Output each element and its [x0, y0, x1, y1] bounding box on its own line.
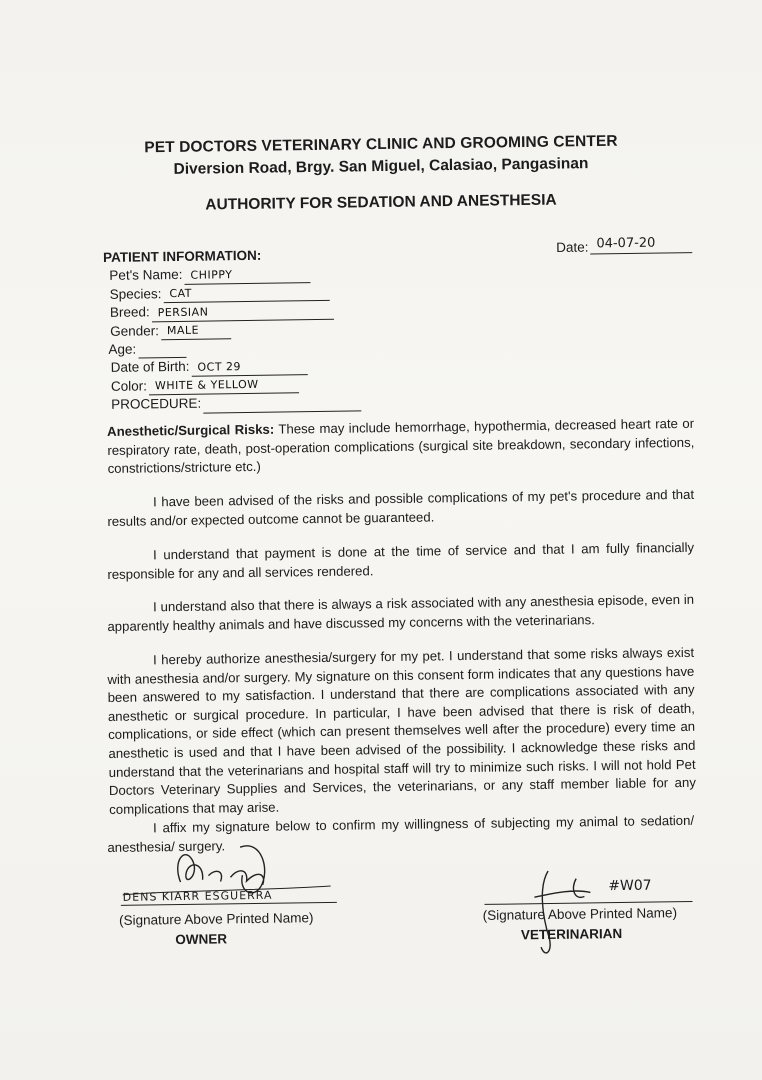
vet-license-note: #W07	[608, 877, 652, 895]
owner-printed-name: DENS KIARR ESGUERRA	[122, 888, 273, 904]
form-title: AUTHORITY FOR SEDATION AND ANESTHESIA	[205, 191, 557, 214]
species-row	[104, 282, 360, 304]
paragraph-authorization: I hereby authorize anesthesia/surgery for my pet. I understand that some risks always exist with anesthesia and/or surgery. My signature on this consent form indicates that any questions have been answered to my satisfaction. I understand that there are complications associated with any anesthetic or surgical procedure. In particular, I have been advised that there is risk of death, complications, or side effect (which can present themselves well after the procedure) every time an anesthetic is used and that I have been advised of the possibility. I acknowledge these risks and understand that the veterinarians and hospital staff will try to minimize such risks. I will not hold Pet Doctors Veterinary Supplies and Services, the veterinarians, or any staff member liable for any complications that may arise.	[107, 644, 696, 817]
paragraph-payment: I understand that payment is done at the time of service and that I am fully financially responsible for any and all services rendered.	[107, 539, 695, 582]
age-value	[138, 341, 186, 359]
procedure-label: PROCEDURE:	[111, 395, 202, 413]
paragraph-risk-awareness: I understand also that there is always a risk associated with any anesthesia episode, even in apparently healthy animals and have discussed my concerns with the veterinarians.	[107, 591, 695, 634]
age-label: Age:	[108, 341, 137, 357]
date-field	[556, 234, 693, 255]
vet-role: VETERINARIAN	[520, 925, 623, 943]
risks-text: These may include hemorrhage, hypothermia, decreased heart rate or respiratory rate, death, post-operation complications (surgical site breakdown, secondary infections, constrictions/stricture etc.)	[107, 415, 695, 477]
risks-paragraph	[107, 415, 695, 479]
patient-info-heading: PATIENT INFORMATION:	[103, 247, 262, 265]
payment-paragraph	[107, 539, 694, 584]
clinic-name: PET DOCTORS VETERINARY CLINIC AND GROOMING CENTER	[144, 132, 618, 157]
advised-paragraph	[107, 486, 694, 531]
species-label: Species:	[109, 286, 162, 302]
breed-row	[104, 301, 360, 323]
date-of-birth-label: Date of Birth:	[110, 359, 190, 376]
owner-signature-block	[112, 840, 344, 963]
date-of-birth-value: OCT 29	[191, 358, 307, 377]
pet-name-value: CHIPPY	[184, 266, 310, 285]
vet-signature-block	[478, 865, 699, 968]
paragraph-affix: I affix my signature below to confirm my willingness of subjecting my animal to sedation/ anesthesia/ surgery.	[107, 812, 695, 855]
clinic-address: Diversion Road, Brgy. San Miguel, Calasiao, Pangasinan	[173, 155, 589, 178]
procedure-row	[105, 393, 361, 415]
patient-information	[103, 245, 361, 414]
color-value: WHITE & YELLOW	[149, 377, 299, 396]
authorization-paragraph	[107, 644, 696, 820]
gender-value: MALE	[161, 322, 231, 340]
pet-name-label: Pet's Name:	[109, 267, 183, 284]
breed-value: PERSIAN	[152, 302, 334, 322]
paragraph-advised: I have been advised of the risks and possible complications of my pet's procedure and that results and/or expected outcome cannot be guaranteed.	[107, 486, 695, 529]
breed-label: Breed:	[109, 304, 150, 321]
owner-role: OWNER	[175, 931, 228, 948]
procedure-value	[203, 394, 361, 413]
date-label: Date:	[556, 239, 589, 255]
owner-caption: (Signature Above Printed Name)	[118, 910, 314, 928]
gender-label: Gender:	[110, 322, 160, 339]
date-value: 04-07-20	[590, 234, 692, 254]
risks-label: Anesthetic/Surgical Risks:	[107, 421, 275, 439]
color-label: Color:	[110, 378, 148, 394]
risk-awareness-paragraph	[107, 591, 694, 636]
vet-caption: (Signature Above Printed Name)	[482, 905, 678, 923]
species-value: CAT	[163, 284, 329, 303]
